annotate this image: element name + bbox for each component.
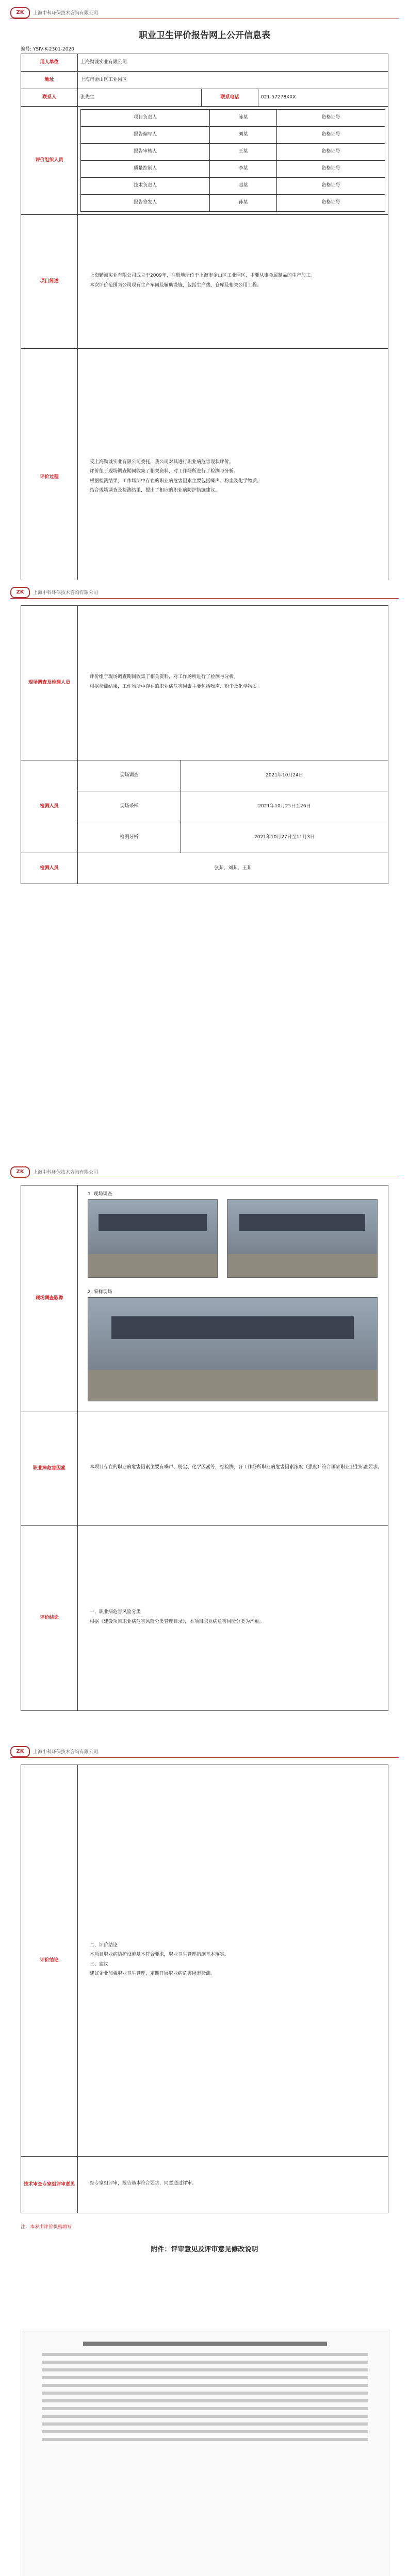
hazards-cell — [78, 1412, 388, 1526]
unit-label: 用人单位 — [21, 54, 78, 72]
site-photo-2 — [227, 1199, 378, 1278]
page-2 — [0, 580, 409, 1157]
member-row — [81, 110, 385, 127]
page-4 — [0, 1739, 409, 2316]
member-row — [81, 144, 385, 161]
company-logo: ZK — [10, 1166, 30, 1178]
assessment-para: 结合现场调查及检测结果，提出了相应的职业病防护措施建议。 — [90, 487, 220, 493]
assessment-para: 根据检测结果，工作场所中存在的职业病危害因素主要包括噪声、粉尘及化学物质。 — [90, 478, 262, 484]
conclusion-para: 三、建议 — [90, 1961, 109, 1967]
staff-value: 张某、刘某、王某 — [78, 853, 388, 884]
photo-caption: 2. 采样现场 — [88, 1290, 112, 1295]
member-name: 赵某 — [210, 178, 277, 195]
member-name: 孙某 — [210, 195, 277, 212]
survey-para: 评价组于现场调查期间收集了相关资料，对工作场所进行了检测与分析。 — [90, 674, 239, 680]
schedule-label: 检测人员 — [21, 760, 78, 853]
member-name: 陈某 — [210, 110, 277, 127]
company-name: 上海中科环保技术咨询有限公司 — [33, 11, 99, 16]
scanned-attachment-1 — [21, 2329, 389, 2576]
survey-row-val: 2021年10月25日至26日 — [181, 791, 388, 822]
survey-row-key: 检测分析 — [78, 822, 181, 853]
contact-value: 张先生 — [78, 89, 202, 107]
footer-note: 注：本表由评价机构填写 — [21, 2225, 72, 2230]
info-table — [21, 54, 388, 606]
assessment-text — [78, 349, 388, 606]
company-name: 上海中科环保技术咨询有限公司 — [33, 590, 99, 596]
member-role: 质量控制人 — [81, 161, 210, 178]
photo-caption: 1. 现场调查 — [88, 1192, 112, 1197]
company-logo: ZK — [10, 7, 30, 19]
survey-intro — [78, 606, 388, 760]
member-cert: 资格证号 — [276, 161, 385, 178]
member-row — [81, 161, 385, 178]
survey-label: 现场调查及检测人员 — [21, 606, 78, 760]
page-header — [10, 1165, 399, 1178]
member-cert: 资格证号 — [276, 178, 385, 195]
page-header — [10, 6, 399, 19]
phone-label: 联系电话 — [202, 89, 258, 107]
evaluation-label: 评价组织人员 — [21, 107, 78, 215]
conclusion-label: 评价结论 — [21, 1526, 78, 1711]
member-role: 技术负责人 — [81, 178, 210, 195]
company-name: 上海中科环保技术咨询有限公司 — [33, 1170, 99, 1175]
expert-label: 技术审查专家组评审意见 — [21, 2157, 78, 2213]
survey-row-key: 现场调查 — [78, 760, 181, 791]
project-text — [78, 215, 388, 349]
survey-row-key: 现场采样 — [78, 791, 181, 822]
page-title: 职业卫生评价报告网上公开信息表 — [139, 30, 270, 41]
site-photo-3 — [88, 1297, 378, 1401]
photos-label: 现场调查影像 — [21, 1185, 78, 1412]
member-row — [81, 195, 385, 212]
conclusion-cell — [78, 1526, 388, 1711]
project-para-1: 上海勤诚实业有限公司成立于2009年，注册地址位于上海市金山区工业园区，主要从事金属制品的生产加工。 — [90, 273, 315, 279]
member-cert: 资格证号 — [276, 195, 385, 212]
hazards-text: 本项目存在的职业病危害因素主要有噪声、粉尘、化学因素等，经检测，各工作场所职业病危害因素浓度（强度）符合国家职业卫生标准要求。 — [90, 1465, 383, 1470]
survey-para: 根据检测结果，工作场所中存在的职业病危害因素主要包括噪声、粉尘及化学物质。 — [90, 684, 262, 689]
company-logo: ZK — [10, 587, 30, 598]
conclusion-para: 本项目职业病防护设施基本符合要求，职业卫生管理措施基本落实。 — [90, 1952, 230, 1958]
member-role: 报告审核人 — [81, 144, 210, 161]
survey-table — [21, 605, 388, 884]
member-cert: 资格证号 — [276, 110, 385, 127]
member-name: 刘某 — [210, 127, 277, 144]
member-role: 项目负责人 — [81, 110, 210, 127]
addr-value: 上海市金山区工业园区 — [78, 72, 388, 89]
assessment-label: 评价过程 — [21, 349, 78, 606]
member-cert: 资格证号 — [276, 127, 385, 144]
conclusion-cell-cont — [78, 1765, 388, 2157]
conclusion-para: 建议企业加强职业卫生管理，定期开展职业病危害因素检测。 — [90, 1971, 216, 1976]
project-label: 项目简述 — [21, 215, 78, 349]
conclusion-table — [21, 1765, 388, 2213]
company-name: 上海中科环保技术咨询有限公司 — [33, 1750, 99, 1755]
member-role: 报告签发人 — [81, 195, 210, 212]
member-cert: 资格证号 — [276, 144, 385, 161]
evaluation-members — [78, 107, 388, 215]
page-header — [10, 586, 399, 599]
member-row — [81, 127, 385, 144]
page-header — [10, 1745, 399, 1758]
members-table — [80, 109, 385, 212]
conclusion-para: 二、评价结论 — [90, 1942, 118, 1948]
conclusion-para: 根据《建设项目职业病危害风险分类管理目录》，本项目职业病危害风险分类为严重。 — [90, 1619, 264, 1624]
member-name: 王某 — [210, 144, 277, 161]
expert-text: 经专家组评审，报告基本符合要求，同意通过评审。 — [90, 2181, 197, 2187]
page-1 — [0, 0, 409, 577]
expert-cell — [78, 2157, 388, 2213]
assessment-para: 评价组于现场调查期间收集了相关资料，对工作场所进行了检测与分析。 — [90, 469, 239, 474]
site-photo-1 — [88, 1199, 218, 1278]
attachment-title: 附件：评审意见及评审意见修改说明 — [151, 2246, 258, 2253]
member-role: 报告编写人 — [81, 127, 210, 144]
unit-value: 上海勤诚实业有限公司 — [78, 54, 388, 72]
conclusion-label-cont: 评价结论 — [21, 1765, 78, 2157]
survey-row-val: 2021年10月27日至11月3日 — [181, 822, 388, 853]
phone-value: 021-57278XXX — [258, 89, 388, 107]
member-row — [81, 178, 385, 195]
page-3 — [0, 1159, 409, 1736]
staff-label: 检测人员 — [21, 853, 78, 884]
addr-label: 地址 — [21, 72, 78, 89]
conclusion-para: 一、职业病危害风险分类 — [90, 1609, 141, 1615]
survey-row-val: 2021年10月24日 — [181, 760, 388, 791]
contact-label: 联系人 — [21, 89, 78, 107]
hazards-label: 职业病危害因素 — [21, 1412, 78, 1526]
assessment-para: 受上海勤诚实业有限公司委托，我公司对其进行职业病危害现状评价。 — [90, 459, 234, 465]
doc-number: 编号: YSIV-K-2301-2020 — [21, 47, 74, 52]
member-name: 李某 — [210, 161, 277, 178]
project-para-2: 本次评价范围为公司现有生产车间及辅助设施，包括生产线、仓库及相关公用工程。 — [90, 282, 262, 288]
company-logo: ZK — [10, 1746, 30, 1757]
